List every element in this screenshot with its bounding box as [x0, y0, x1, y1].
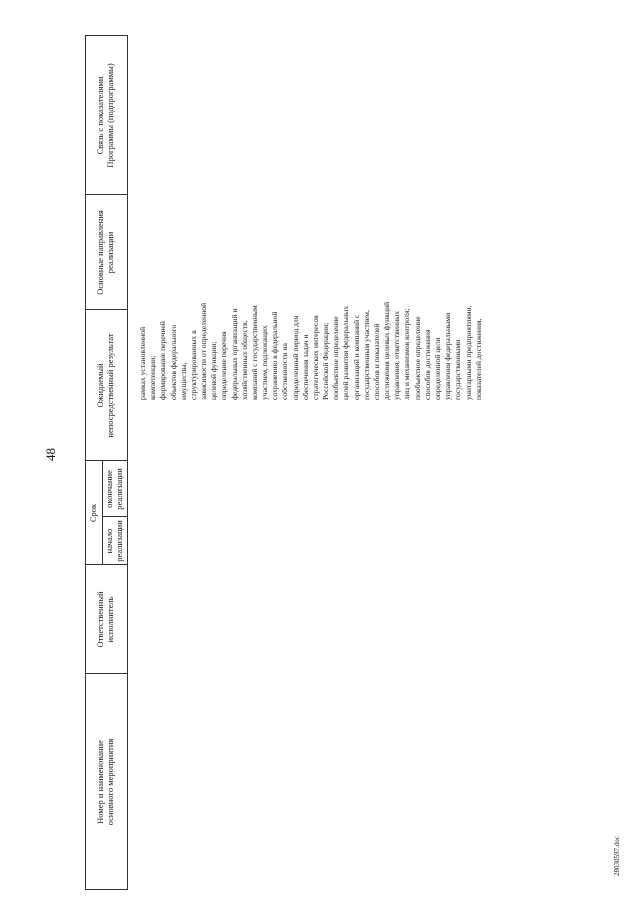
result-line: государственными	[453, 339, 463, 400]
header-number-name: Номер и наименование основного мероприятия	[95, 738, 115, 826]
header-term-end: окончание реализации	[103, 468, 124, 510]
result-line: целевой функции;	[209, 341, 219, 400]
document-id: 28030597.doc	[613, 836, 621, 876]
result-line: управления федеральными	[443, 312, 453, 400]
result-line: формирование перечней	[158, 321, 168, 400]
result-line: способов и показателей	[371, 323, 381, 400]
result-line: способов достижения	[422, 329, 432, 400]
header-directions: Основные направления реализации	[95, 210, 115, 295]
header-executor: Ответственный исполнитель	[95, 591, 115, 648]
result-line: государственным участием,	[361, 310, 371, 400]
header-term-start: начало реализации	[103, 520, 124, 562]
result-line: имущества,	[178, 362, 188, 400]
result-line: достижения целевых функций	[382, 301, 392, 400]
data-table	[85, 35, 565, 890]
result-line: зависимости от определенной	[199, 302, 209, 400]
result-line: участием, подлежащих	[260, 325, 270, 400]
result-line: определенной цели	[432, 337, 442, 400]
expected-result-cell	[138, 198, 558, 400]
header-link: Связь с показателями Программы (подпрограммы)	[95, 63, 115, 168]
result-line: показателей достижения,	[473, 318, 483, 400]
result-line: лиц и механизмов контроля;	[402, 308, 412, 400]
result-line: Российской Федерации;	[321, 322, 331, 400]
result-line: рамках установленной	[138, 326, 147, 400]
result-line: структурированных в	[188, 330, 198, 400]
result-line: определенный период для	[290, 315, 300, 400]
result-line: хозяйственных обществ,	[239, 320, 249, 400]
header-expected-result: Ожидаемый непосредственный результат	[95, 333, 115, 438]
result-line: федеральных организаций и	[229, 308, 239, 400]
header-term: Срок	[87, 503, 98, 523]
result-line: сохранению в федеральной	[270, 311, 280, 400]
result-line: объектов федерального	[168, 324, 178, 400]
header-bottom-border	[127, 35, 128, 890]
result-line: целей развития федеральных	[341, 305, 351, 400]
result-line: организаций и компаний с	[351, 314, 361, 400]
result-line: пообъектное определение	[331, 316, 341, 400]
result-line: компетенции;	[148, 355, 158, 400]
result-line: обеспечения задач и	[300, 334, 310, 400]
result-line: пообъектное определение	[412, 316, 422, 400]
page-number: 48	[43, 448, 58, 461]
result-line: управления, ответственных	[392, 310, 402, 400]
result-line: компаний с государственным	[249, 305, 259, 400]
result-line: стратегических интересов	[310, 315, 320, 400]
result-line: унитарными предприятиями,	[463, 305, 473, 400]
result-line: собственности на	[280, 343, 290, 400]
result-line: определение перечня	[219, 331, 229, 400]
